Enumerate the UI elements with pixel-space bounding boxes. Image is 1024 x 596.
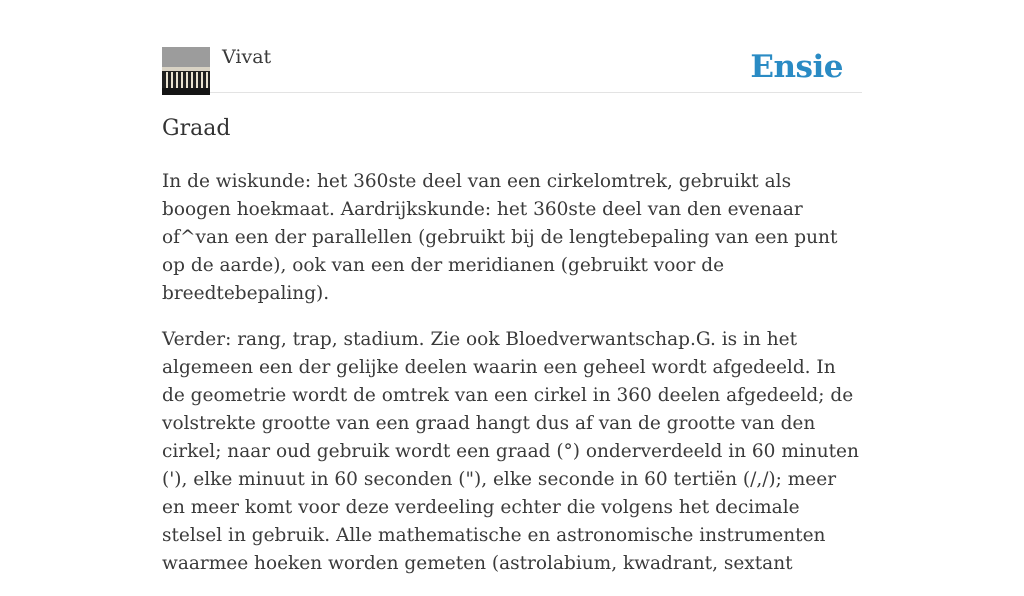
avatar[interactable] — [162, 47, 210, 95]
article-paragraph: Verder: rang, trap, stadium. Zie ook Bloedverwantschap.G. is in het algemeen een der gelijke deelen waarin een geheel wordt afgedeeld. In de geometrie wordt de omtrek van een cirkel in 360 deelen afgedeeld; de volstrekte grootte van een graad hangt dus af van de grootte van den cirkel; naar oud gebruik wordt een graad (°) onderverdeeld in 60 minuten ('), elke minuut in 60 seconden ("), elke seconde in 60 tertiën (/,/); meer en meer komt voor deze verdeeling echter die volgens het decimale stelsel in gebruik. Alle mathematische en astronomische instrumenten waarmee hoeken worden gemeten (astrolabium, kwadrant, sextant — [162, 329, 859, 574]
site-header — [162, 46, 862, 93]
article-paragraph: In de wiskunde: het 360ste deel van een cirkelomtrek, gebruikt als boogen hoekmaat. Aardrijkskunde: het 360ste deel van den evenaar of^van een der parallellen (gebruikt bij de lengtebepaling van een punt op de aarde), ook van een der meridianen (gebruikt voor de breedtebepaling). — [162, 171, 838, 304]
author-name[interactable]: Vivat — [222, 46, 272, 68]
brand-logo[interactable]: Ensie — [750, 49, 843, 85]
typewriter-avatar-image — [162, 47, 210, 95]
article-body — [162, 168, 864, 596]
page-title: Graad — [162, 116, 231, 141]
